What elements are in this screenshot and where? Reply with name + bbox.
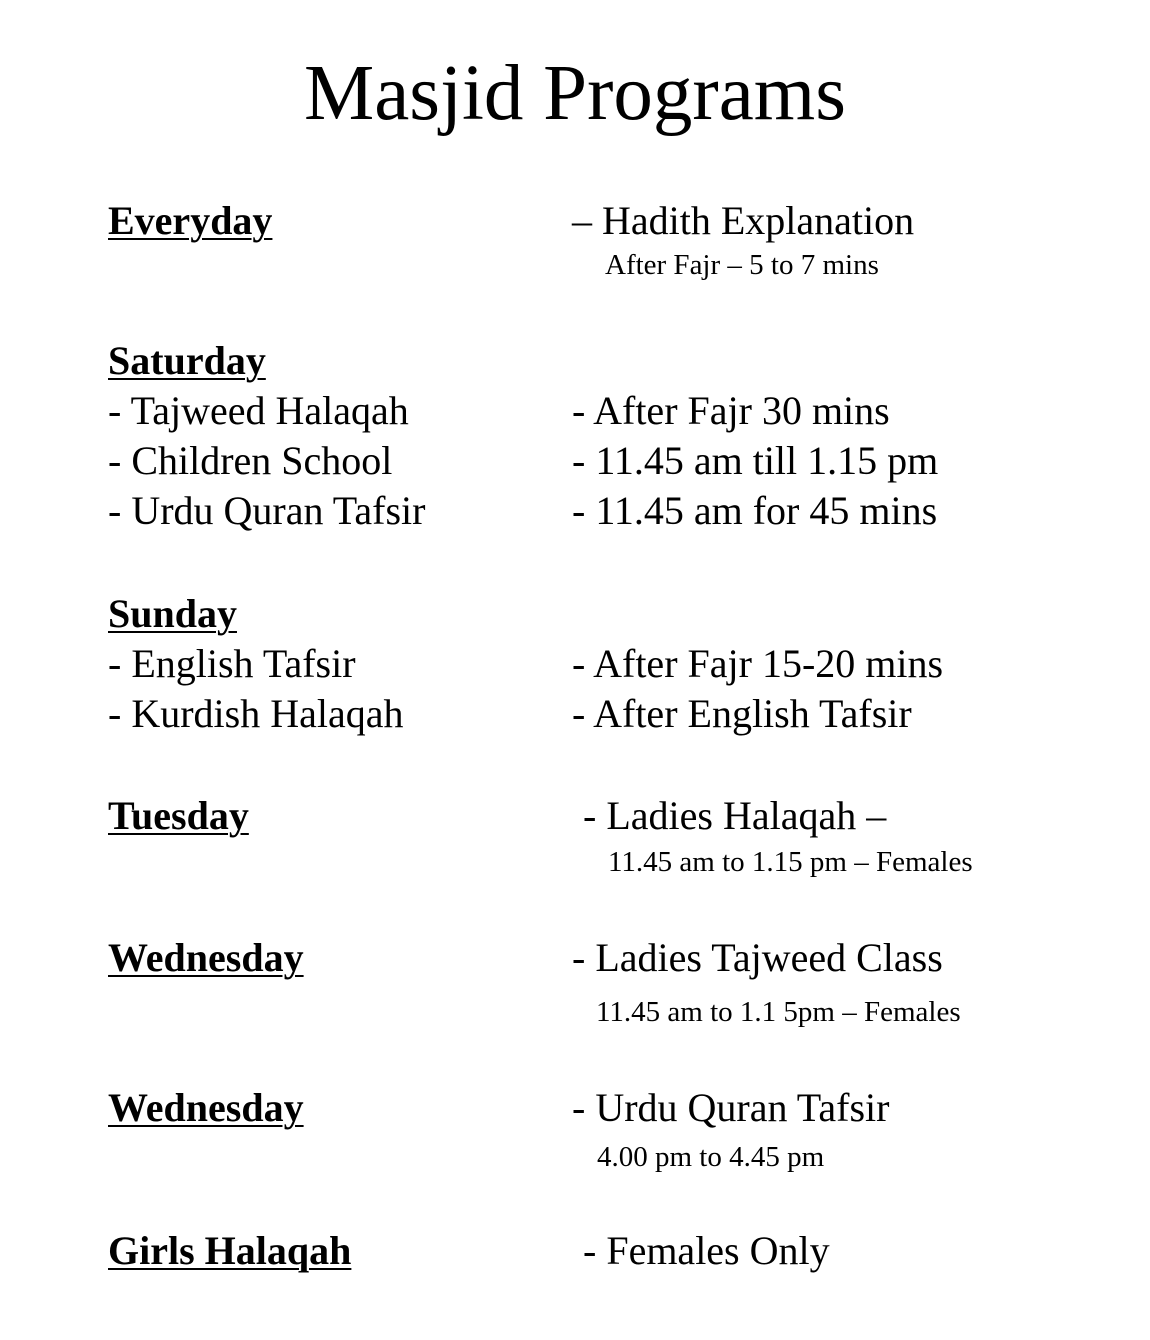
girls-halaqah-program: - Females Only bbox=[583, 1228, 830, 1273]
wednesday-time: 4.00 pm to 4.45 pm bbox=[597, 1141, 825, 1173]
saturday-item-time: - After Fajr 30 mins bbox=[572, 388, 890, 433]
saturday-item-time: - 11.45 am till 1.15 pm bbox=[572, 438, 939, 483]
saturday-item-name: - Children School bbox=[108, 438, 393, 483]
sunday-heading: Sunday bbox=[108, 591, 237, 636]
wednesday-heading: Wednesday bbox=[108, 1085, 304, 1130]
wednesday-heading: Wednesday bbox=[108, 935, 304, 980]
saturday-heading: Saturday bbox=[108, 338, 266, 383]
tuesday-program: - Ladies Halaqah – bbox=[583, 793, 887, 838]
everyday-program: – Hadith Explanation bbox=[572, 198, 915, 243]
page-title: Masjid Programs bbox=[303, 50, 846, 137]
wednesday-program: - Ladies Tajweed Class bbox=[572, 935, 943, 980]
sunday-item-time: - After English Tafsir bbox=[572, 691, 912, 736]
saturday-item-name: - Tajweed Halaqah bbox=[108, 388, 409, 433]
sunday-item-name: - English Tafsir bbox=[108, 641, 356, 686]
wednesday-program: - Urdu Quran Tafsir bbox=[572, 1085, 890, 1130]
saturday-item-time: - 11.45 am for 45 mins bbox=[572, 488, 938, 533]
everyday-time: After Fajr – 5 to 7 mins bbox=[605, 249, 879, 281]
everyday-heading: Everyday bbox=[108, 198, 273, 243]
tuesday-time: 11.45 am to 1.15 pm – Females bbox=[608, 846, 973, 878]
saturday-item-name: - Urdu Quran Tafsir bbox=[108, 488, 426, 533]
wednesday-time: 11.45 am to 1.1 5pm – Females bbox=[596, 996, 961, 1028]
sunday-item-time: - After Fajr 15-20 mins bbox=[572, 641, 944, 686]
tuesday-heading: Tuesday bbox=[108, 793, 249, 838]
girls-halaqah-heading: Girls Halaqah bbox=[108, 1228, 352, 1273]
sunday-item-name: - Kurdish Halaqah bbox=[108, 691, 404, 736]
